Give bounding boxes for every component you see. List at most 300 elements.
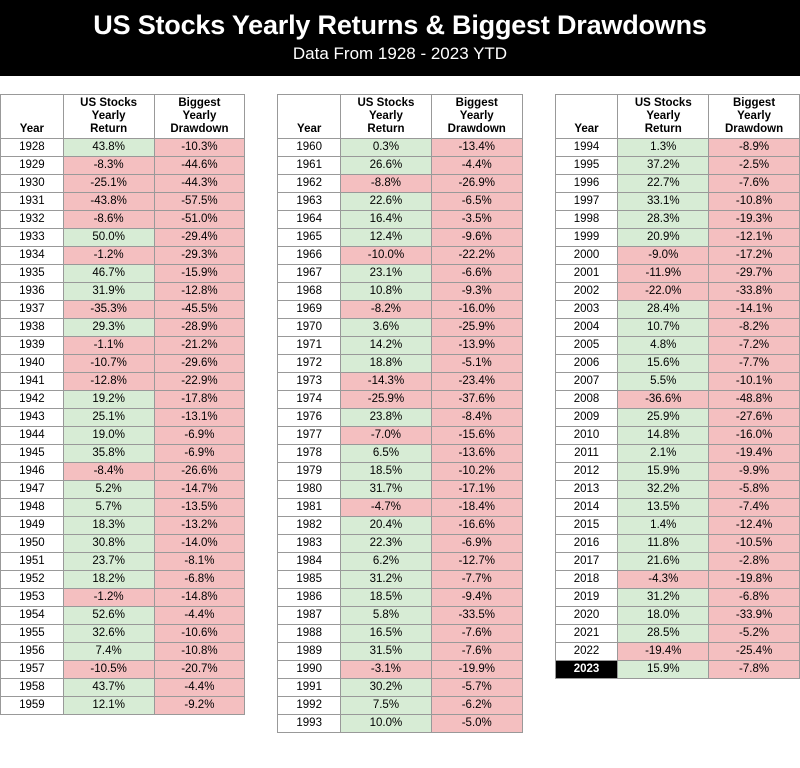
- table-row: [1, 679, 245, 697]
- cell-yearly-return: 31.7%: [341, 481, 432, 499]
- cell-biggest-drawdown: -7.7%: [431, 571, 522, 589]
- cell-yearly-return: 23.1%: [341, 265, 432, 283]
- cell-biggest-drawdown: -6.9%: [431, 535, 522, 553]
- cell-year: 1933: [1, 229, 64, 247]
- cell-year: 1932: [1, 211, 64, 229]
- table-row: [278, 157, 522, 175]
- cell-yearly-return: 29.3%: [63, 319, 154, 337]
- cell-yearly-return: 50.0%: [63, 229, 154, 247]
- cell-year: 1985: [278, 571, 341, 589]
- cell-year: 1954: [1, 607, 64, 625]
- cell-biggest-drawdown: -13.1%: [154, 409, 245, 427]
- cell-yearly-return: 43.7%: [63, 679, 154, 697]
- cell-yearly-return: -22.0%: [618, 283, 709, 301]
- cell-biggest-drawdown: -7.8%: [709, 661, 800, 679]
- cell-yearly-return: -10.0%: [341, 247, 432, 265]
- cell-year: 2009: [555, 409, 618, 427]
- table-row: [555, 229, 799, 247]
- table-row: [555, 517, 799, 535]
- cell-year: 1976: [278, 409, 341, 427]
- cell-yearly-return: 21.6%: [618, 553, 709, 571]
- cell-biggest-drawdown: -13.2%: [154, 517, 245, 535]
- cell-biggest-drawdown: -22.9%: [154, 373, 245, 391]
- cell-year: 1990: [278, 661, 341, 679]
- cell-yearly-return: -14.3%: [341, 373, 432, 391]
- cell-year: 1989: [278, 643, 341, 661]
- cell-yearly-return: 26.6%: [341, 157, 432, 175]
- cell-biggest-drawdown: -19.4%: [709, 445, 800, 463]
- cell-year: 1939: [1, 337, 64, 355]
- cell-biggest-drawdown: -45.5%: [154, 301, 245, 319]
- cell-yearly-return: 18.0%: [618, 607, 709, 625]
- table-row: [278, 355, 522, 373]
- cell-year: 1958: [1, 679, 64, 697]
- cell-yearly-return: 5.2%: [63, 481, 154, 499]
- cell-yearly-return: 18.8%: [341, 355, 432, 373]
- table-row: [555, 265, 799, 283]
- cell-year: 1936: [1, 283, 64, 301]
- cell-year: 2000: [555, 247, 618, 265]
- column-header-biggest-drawdown-line-2: Yearly: [737, 109, 772, 122]
- cell-year: 1996: [555, 175, 618, 193]
- cell-year: 1956: [1, 643, 64, 661]
- column-header-yearly-return-line-1: US Stocks: [634, 96, 692, 109]
- cell-biggest-drawdown: -17.8%: [154, 391, 245, 409]
- cell-biggest-drawdown: -9.9%: [709, 463, 800, 481]
- table-row: [1, 445, 245, 463]
- table-row: [1, 607, 245, 625]
- cell-yearly-return: 7.5%: [341, 697, 432, 715]
- cell-yearly-return: 10.0%: [341, 715, 432, 733]
- cell-year: 1931: [1, 193, 64, 211]
- cell-biggest-drawdown: -4.4%: [431, 157, 522, 175]
- cell-yearly-return: 43.8%: [63, 139, 154, 157]
- cell-yearly-return: 7.4%: [63, 643, 154, 661]
- table-row: [278, 499, 522, 517]
- cell-year: 2002: [555, 283, 618, 301]
- cell-biggest-drawdown: -14.7%: [154, 481, 245, 499]
- cell-yearly-return: 13.5%: [618, 499, 709, 517]
- cell-biggest-drawdown: -25.4%: [709, 643, 800, 661]
- cell-year: 1964: [278, 211, 341, 229]
- cell-biggest-drawdown: -57.5%: [154, 193, 245, 211]
- cell-year: 1988: [278, 625, 341, 643]
- returns-table-3: [555, 94, 800, 680]
- cell-biggest-drawdown: -8.2%: [709, 319, 800, 337]
- cell-yearly-return: 16.4%: [341, 211, 432, 229]
- cell-year: 2021: [555, 625, 618, 643]
- cell-biggest-drawdown: -12.7%: [431, 553, 522, 571]
- cell-year: 1994: [555, 139, 618, 157]
- cell-yearly-return: 5.7%: [63, 499, 154, 517]
- cell-yearly-return: 30.8%: [63, 535, 154, 553]
- table-row: [555, 643, 799, 661]
- table-row: [278, 571, 522, 589]
- table-row: [555, 661, 799, 679]
- column-header-yearly-return: [618, 94, 709, 139]
- cell-biggest-drawdown: -6.9%: [154, 427, 245, 445]
- table-row: [278, 229, 522, 247]
- cell-yearly-return: 32.2%: [618, 481, 709, 499]
- cell-year: 1960: [278, 139, 341, 157]
- cell-yearly-return: 6.5%: [341, 445, 432, 463]
- cell-year: 1998: [555, 211, 618, 229]
- cell-biggest-drawdown: -16.6%: [431, 517, 522, 535]
- cell-biggest-drawdown: -8.1%: [154, 553, 245, 571]
- table-row: [278, 139, 522, 157]
- cell-biggest-drawdown: -5.0%: [431, 715, 522, 733]
- cell-biggest-drawdown: -12.4%: [709, 517, 800, 535]
- table-row: [555, 319, 799, 337]
- cell-yearly-return: 52.6%: [63, 607, 154, 625]
- cell-biggest-drawdown: -18.4%: [431, 499, 522, 517]
- cell-year: 1952: [1, 571, 64, 589]
- cell-year: 1947: [1, 481, 64, 499]
- cell-yearly-return: -43.8%: [63, 193, 154, 211]
- cell-year: 1980: [278, 481, 341, 499]
- cell-yearly-return: -1.1%: [63, 337, 154, 355]
- cell-biggest-drawdown: -48.8%: [709, 391, 800, 409]
- table-row: [1, 553, 245, 571]
- table-row: [1, 427, 245, 445]
- table-row: [278, 373, 522, 391]
- cell-year: 1984: [278, 553, 341, 571]
- cell-year: 1965: [278, 229, 341, 247]
- table-row: [278, 643, 522, 661]
- cell-yearly-return: 28.5%: [618, 625, 709, 643]
- cell-year: 1935: [1, 265, 64, 283]
- cell-biggest-drawdown: -5.1%: [431, 355, 522, 373]
- cell-biggest-drawdown: -44.3%: [154, 175, 245, 193]
- cell-year: 2012: [555, 463, 618, 481]
- column-header-yearly-return-line-3: Return: [367, 123, 405, 136]
- cell-biggest-drawdown: -9.4%: [431, 589, 522, 607]
- cell-year: 1970: [278, 319, 341, 337]
- table-row: [278, 337, 522, 355]
- cell-biggest-drawdown: -26.6%: [154, 463, 245, 481]
- cell-yearly-return: 10.7%: [618, 319, 709, 337]
- cell-biggest-drawdown: -33.5%: [431, 607, 522, 625]
- table-row: [278, 445, 522, 463]
- table-row: [1, 481, 245, 499]
- cell-year: 2017: [555, 553, 618, 571]
- table-row: [278, 265, 522, 283]
- cell-year: 1974: [278, 391, 341, 409]
- column-header-yearly-return-line-3: Return: [90, 123, 128, 136]
- cell-biggest-drawdown: -28.9%: [154, 319, 245, 337]
- cell-biggest-drawdown: -8.9%: [709, 139, 800, 157]
- table-row: [278, 247, 522, 265]
- cell-year: 1953: [1, 589, 64, 607]
- cell-year: 1995: [555, 157, 618, 175]
- table-row: [555, 607, 799, 625]
- cell-yearly-return: 15.9%: [618, 661, 709, 679]
- cell-yearly-return: 19.0%: [63, 427, 154, 445]
- returns-table-2: [277, 94, 522, 734]
- column-header-biggest-drawdown-line-1: Biggest: [455, 96, 498, 109]
- column-header-yearly-return-line-3: Return: [644, 123, 682, 136]
- cell-biggest-drawdown: -6.9%: [154, 445, 245, 463]
- cell-biggest-drawdown: -16.0%: [709, 427, 800, 445]
- table-row: [1, 661, 245, 679]
- cell-year: 1944: [1, 427, 64, 445]
- table-row: [1, 499, 245, 517]
- cell-yearly-return: 28.4%: [618, 301, 709, 319]
- table-row: [278, 193, 522, 211]
- column-header-biggest-drawdown: [431, 94, 522, 139]
- cell-year: 2010: [555, 427, 618, 445]
- cell-biggest-drawdown: -10.6%: [154, 625, 245, 643]
- table-row: [1, 571, 245, 589]
- table-row: [1, 463, 245, 481]
- cell-year: 1955: [1, 625, 64, 643]
- cell-biggest-drawdown: -25.9%: [431, 319, 522, 337]
- cell-yearly-return: 35.8%: [63, 445, 154, 463]
- cell-biggest-drawdown: -8.4%: [431, 409, 522, 427]
- cell-yearly-return: -1.2%: [63, 247, 154, 265]
- cell-biggest-drawdown: -17.2%: [709, 247, 800, 265]
- cell-yearly-return: -8.6%: [63, 211, 154, 229]
- cell-yearly-return: 4.8%: [618, 337, 709, 355]
- table-row: [1, 409, 245, 427]
- table-row: [555, 247, 799, 265]
- cell-year: 1993: [278, 715, 341, 733]
- table-row: [278, 211, 522, 229]
- cell-biggest-drawdown: -29.6%: [154, 355, 245, 373]
- cell-biggest-drawdown: -3.5%: [431, 211, 522, 229]
- cell-year: 1942: [1, 391, 64, 409]
- table-row: [278, 301, 522, 319]
- cell-biggest-drawdown: -9.6%: [431, 229, 522, 247]
- table-row: [1, 589, 245, 607]
- column-header-yearly-return-line-2: Yearly: [91, 109, 126, 122]
- cell-year: 1949: [1, 517, 64, 535]
- cell-biggest-drawdown: -9.2%: [154, 697, 245, 715]
- cell-year: 1957: [1, 661, 64, 679]
- table-row: [1, 337, 245, 355]
- cell-yearly-return: -8.8%: [341, 175, 432, 193]
- page-header: [0, 0, 800, 76]
- cell-biggest-drawdown: -14.0%: [154, 535, 245, 553]
- table-row: [1, 265, 245, 283]
- cell-year: 1999: [555, 229, 618, 247]
- table-row: [1, 697, 245, 715]
- cell-yearly-return: 18.2%: [63, 571, 154, 589]
- cell-year: 1950: [1, 535, 64, 553]
- cell-yearly-return: 20.4%: [341, 517, 432, 535]
- table-row: [1, 175, 245, 193]
- cell-biggest-drawdown: -20.7%: [154, 661, 245, 679]
- table-row: [278, 589, 522, 607]
- cell-yearly-return: 33.1%: [618, 193, 709, 211]
- cell-biggest-drawdown: -4.4%: [154, 679, 245, 697]
- column-header-biggest-drawdown-line-1: Biggest: [178, 96, 221, 109]
- cell-year: 2006: [555, 355, 618, 373]
- table-row: [278, 715, 522, 733]
- cell-yearly-return: 10.8%: [341, 283, 432, 301]
- cell-yearly-return: 14.8%: [618, 427, 709, 445]
- cell-biggest-drawdown: -14.8%: [154, 589, 245, 607]
- cell-biggest-drawdown: -44.6%: [154, 157, 245, 175]
- table-row: [555, 355, 799, 373]
- cell-biggest-drawdown: -19.3%: [709, 211, 800, 229]
- cell-yearly-return: 30.2%: [341, 679, 432, 697]
- cell-year: 2011: [555, 445, 618, 463]
- cell-biggest-drawdown: -7.7%: [709, 355, 800, 373]
- table-row: [555, 391, 799, 409]
- cell-biggest-drawdown: -10.1%: [709, 373, 800, 391]
- cell-year: 1962: [278, 175, 341, 193]
- table-row: [555, 157, 799, 175]
- cell-year: 1979: [278, 463, 341, 481]
- cell-yearly-return: 18.5%: [341, 463, 432, 481]
- column-header-year: Year: [555, 94, 618, 139]
- table-row: [1, 247, 245, 265]
- cell-biggest-drawdown: -15.9%: [154, 265, 245, 283]
- table-row: [278, 427, 522, 445]
- table-row: [278, 625, 522, 643]
- cell-yearly-return: 22.7%: [618, 175, 709, 193]
- cell-biggest-drawdown: -26.9%: [431, 175, 522, 193]
- table-row: [278, 661, 522, 679]
- cell-biggest-drawdown: -15.6%: [431, 427, 522, 445]
- cell-yearly-return: 3.6%: [341, 319, 432, 337]
- cell-yearly-return: 5.5%: [618, 373, 709, 391]
- column-header-biggest-drawdown-line-2: Yearly: [459, 109, 494, 122]
- cell-biggest-drawdown: -22.2%: [431, 247, 522, 265]
- column-header-year: Year: [278, 94, 341, 139]
- cell-yearly-return: -8.2%: [341, 301, 432, 319]
- cell-yearly-return: 1.4%: [618, 517, 709, 535]
- column-header-biggest-drawdown-line-3: Drawdown: [725, 123, 784, 136]
- table-row: [1, 643, 245, 661]
- cell-yearly-return: 16.5%: [341, 625, 432, 643]
- column-header-year: Year: [1, 94, 64, 139]
- cell-yearly-return: -4.3%: [618, 571, 709, 589]
- table-row: [278, 463, 522, 481]
- cell-year: 2013: [555, 481, 618, 499]
- cell-year: 2020: [555, 607, 618, 625]
- table-row: [278, 481, 522, 499]
- table-row: [555, 193, 799, 211]
- cell-year: 1969: [278, 301, 341, 319]
- cell-year: 1986: [278, 589, 341, 607]
- cell-biggest-drawdown: -29.7%: [709, 265, 800, 283]
- cell-biggest-drawdown: -2.5%: [709, 157, 800, 175]
- cell-yearly-return: 23.7%: [63, 553, 154, 571]
- cell-yearly-return: 25.1%: [63, 409, 154, 427]
- cell-year: 1945: [1, 445, 64, 463]
- cell-year: 1943: [1, 409, 64, 427]
- page-title: US Stocks Yearly Returns & Biggest Drawdowns: [93, 10, 707, 40]
- column-header-biggest-drawdown-line-3: Drawdown: [170, 123, 229, 136]
- column-header-biggest-drawdown: [154, 94, 245, 139]
- cell-yearly-return: 37.2%: [618, 157, 709, 175]
- cell-year: 1977: [278, 427, 341, 445]
- cell-year: 1981: [278, 499, 341, 517]
- cell-biggest-drawdown: -10.8%: [154, 643, 245, 661]
- cell-biggest-drawdown: -33.9%: [709, 607, 800, 625]
- column-header-yearly-return: [63, 94, 154, 139]
- cell-biggest-drawdown: -51.0%: [154, 211, 245, 229]
- table-row: [555, 625, 799, 643]
- cell-year: 1959: [1, 697, 64, 715]
- cell-biggest-drawdown: -19.9%: [431, 661, 522, 679]
- table-row: [278, 175, 522, 193]
- table-header-row: [555, 94, 799, 139]
- cell-yearly-return: 31.2%: [341, 571, 432, 589]
- column-header-biggest-drawdown: [709, 94, 800, 139]
- table-row: [1, 355, 245, 373]
- table-row: [1, 535, 245, 553]
- tables-container: [0, 76, 800, 734]
- table-row: [555, 553, 799, 571]
- cell-year: 2008: [555, 391, 618, 409]
- cell-yearly-return: -9.0%: [618, 247, 709, 265]
- cell-biggest-drawdown: -23.4%: [431, 373, 522, 391]
- cell-biggest-drawdown: -2.8%: [709, 553, 800, 571]
- table-row: [555, 589, 799, 607]
- cell-yearly-return: 31.2%: [618, 589, 709, 607]
- cell-biggest-drawdown: -33.8%: [709, 283, 800, 301]
- table-row: [278, 409, 522, 427]
- cell-yearly-return: 31.9%: [63, 283, 154, 301]
- cell-yearly-return: 22.3%: [341, 535, 432, 553]
- cell-year: 1930: [1, 175, 64, 193]
- cell-yearly-return: 15.9%: [618, 463, 709, 481]
- cell-year: 2001: [555, 265, 618, 283]
- cell-biggest-drawdown: -27.6%: [709, 409, 800, 427]
- cell-biggest-drawdown: -17.1%: [431, 481, 522, 499]
- cell-year: 1929: [1, 157, 64, 175]
- cell-year: 2003: [555, 301, 618, 319]
- cell-yearly-return: 14.2%: [341, 337, 432, 355]
- cell-yearly-return: 20.9%: [618, 229, 709, 247]
- cell-yearly-return: 18.3%: [63, 517, 154, 535]
- cell-yearly-return: 0.3%: [341, 139, 432, 157]
- cell-yearly-return: -10.5%: [63, 661, 154, 679]
- table-row: [278, 283, 522, 301]
- table-row: [555, 481, 799, 499]
- cell-yearly-return: 22.6%: [341, 193, 432, 211]
- table-row: [278, 553, 522, 571]
- table-row: [1, 319, 245, 337]
- column-header-biggest-drawdown-line-3: Drawdown: [447, 123, 506, 136]
- cell-year: 2018: [555, 571, 618, 589]
- cell-biggest-drawdown: -29.3%: [154, 247, 245, 265]
- table-row: [555, 175, 799, 193]
- cell-year: 1982: [278, 517, 341, 535]
- table-row: [1, 157, 245, 175]
- cell-yearly-return: 23.8%: [341, 409, 432, 427]
- cell-year: 2022: [555, 643, 618, 661]
- table-header-row: [1, 94, 245, 139]
- table-row: [555, 535, 799, 553]
- cell-biggest-drawdown: -10.5%: [709, 535, 800, 553]
- column-header-biggest-drawdown-line-1: Biggest: [732, 96, 776, 109]
- table-row: [555, 337, 799, 355]
- table-row: [555, 499, 799, 517]
- cell-yearly-return: -19.4%: [618, 643, 709, 661]
- table-row: [555, 427, 799, 445]
- cell-year: 2004: [555, 319, 618, 337]
- cell-biggest-drawdown: -4.4%: [154, 607, 245, 625]
- table-header-row: [278, 94, 522, 139]
- table-row: [278, 391, 522, 409]
- cell-yearly-return: 5.8%: [341, 607, 432, 625]
- cell-year: 1963: [278, 193, 341, 211]
- cell-yearly-return: 31.5%: [341, 643, 432, 661]
